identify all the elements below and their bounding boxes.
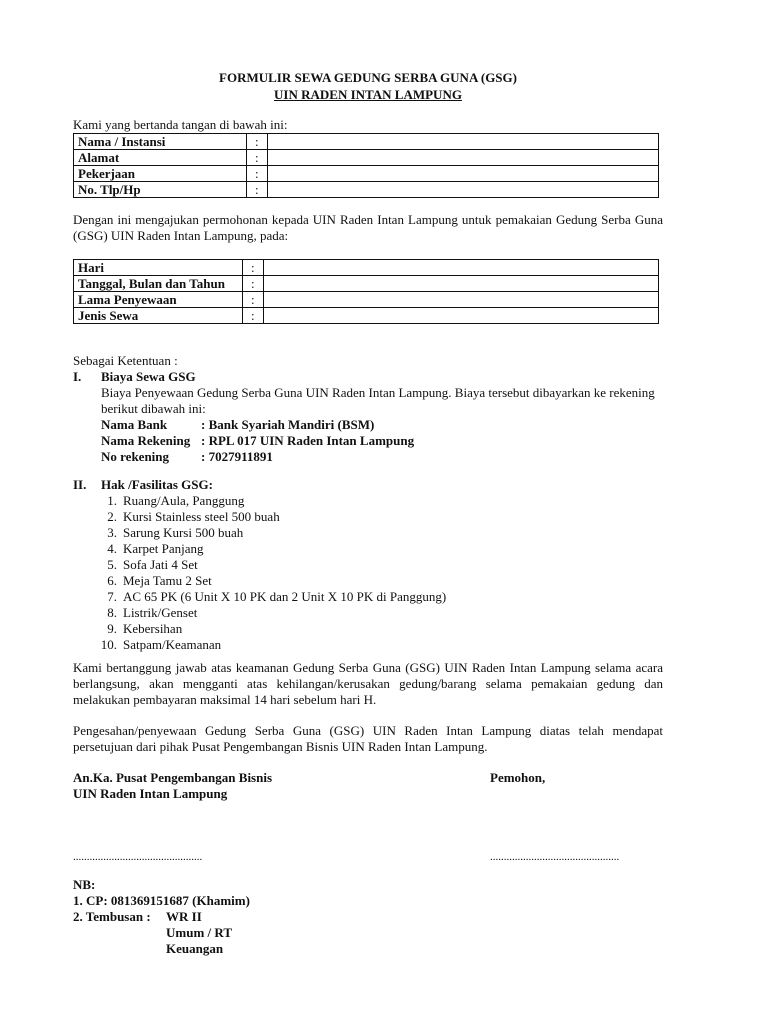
list-item: 4. Karpet Panjang: [107, 541, 204, 556]
colon: :: [247, 134, 268, 150]
schedule-label-day: Hari: [74, 260, 243, 276]
notes-cc-item: Keuangan: [166, 941, 224, 956]
list-item: 9. Kebersihan: [107, 621, 183, 636]
title-line-2: UIN RADEN INTAN LAMPUNG: [274, 87, 462, 102]
list-item: 1. Ruang/Aula, Panggung: [107, 493, 245, 508]
applicant-table: [73, 133, 659, 198]
approval-text: Pengesahan/penyewaan Gedung Serba Guna (GSG) UIN Raden Intan Lampung diatas telah mendapat persetujuan dari pihak Pusat Pengembangan Bisnis UIN Raden Intan Lampung.: [73, 723, 663, 754]
table-row: [74, 276, 659, 292]
bank-row: [101, 433, 663, 449]
section-facilities: [73, 477, 663, 653]
schedule-value-type[interactable]: [264, 308, 659, 324]
table-row: [74, 182, 659, 198]
signature-line-right: ...............................................: [490, 851, 620, 863]
notes-contact: 1. CP: 081369151687 (Khamim): [73, 893, 250, 908]
table-row: [74, 292, 659, 308]
applicant-value-name[interactable]: [268, 134, 659, 150]
notes-block: [73, 877, 393, 957]
colon: :: [247, 182, 268, 198]
notes-title: NB:: [73, 877, 96, 892]
bank-key: Nama Rekening: [101, 433, 191, 448]
schedule-value-duration[interactable]: [264, 292, 659, 308]
notes-cc-item: Umum / RT: [166, 925, 232, 940]
responsibility-text: Kami bertanggung jawab atas keamanan Gedung Serba Guna (GSG) UIN Raden Intan Lampung selama acara berlangsung, akan mengganti atas kehilangan/kerusakan gedung/barang selama pemakaian gedung dan melakukan pembayaran maksimal 14 hari sebelum hari H.: [73, 660, 663, 707]
section-fee-heading: [73, 369, 663, 385]
notes-cc-row: [73, 909, 393, 925]
section-fee: [73, 369, 663, 465]
notes-cc-row: [73, 941, 393, 957]
intro-text: Kami yang bertanda tangan di bawah ini:: [73, 117, 288, 132]
section-title: Biaya Sewa GSG: [101, 369, 196, 384]
list-item: 5. Sofa Jati 4 Set: [107, 557, 198, 572]
list-item: 2. Kursi Stainless steel 500 buah: [107, 509, 280, 524]
schedule-label-date: Tanggal, Bulan dan Tahun: [74, 276, 243, 292]
schedule-label-type: Jenis Sewa: [74, 308, 243, 324]
bank-row: [101, 449, 663, 465]
applicant-value-phone[interactable]: [268, 182, 659, 198]
signature-right: Pemohon,: [490, 770, 546, 785]
signature-left: [73, 770, 272, 802]
table-row: [74, 166, 659, 182]
signature-left-line-2: UIN Raden Intan Lampung: [73, 786, 228, 801]
list-item: 7. AC 65 PK (6 Unit X 10 PK dan 2 Unit X 10 PK di Panggung): [107, 589, 447, 604]
facility-list: [73, 493, 663, 653]
applicant-label-name: Nama / Instansi: [74, 134, 247, 150]
bank-value: : RPL 017 UIN Raden Intan Lampung: [201, 433, 415, 448]
table-row: [74, 308, 659, 324]
bank-value: : 7027911891: [201, 449, 273, 464]
document-title: [73, 69, 663, 103]
signature-left-line-1: An.Ka. Pusat Pengembangan Bisnis: [73, 770, 273, 785]
notes-cc-item: WR II: [166, 909, 202, 924]
colon: :: [243, 276, 264, 292]
section-fee-text: Biaya Penyewaan Gedung Serba Guna UIN Raden Intan Lampung. Biaya tersebut dibayarkan ke rekening berikut dibawah ini:: [101, 385, 655, 416]
colon: :: [247, 150, 268, 166]
schedule-table: [73, 259, 659, 324]
request-text: Dengan ini mengajukan permohonan kepada UIN Raden Intan Lampung untuk pemakaian Gedung Serba Guna (GSG) UIN Raden Intan Lampung, pada:: [73, 212, 663, 243]
table-row: [74, 150, 659, 166]
section-number: I.: [73, 369, 82, 384]
bank-key: No rekening: [101, 449, 170, 464]
title-line-1: FORMULIR SEWA GEDUNG SERBA GUNA (GSG): [219, 70, 517, 85]
schedule-value-date[interactable]: [264, 276, 659, 292]
terms-heading: Sebagai Ketentuan :: [73, 353, 178, 368]
schedule-value-day[interactable]: [264, 260, 659, 276]
bank-key: Nama Bank: [101, 417, 168, 432]
section-facilities-heading: [73, 477, 663, 493]
list-item: 8. Listrik/Genset: [107, 605, 198, 620]
colon: :: [243, 260, 264, 276]
applicant-label-job: Pekerjaan: [74, 166, 247, 182]
table-row: [74, 260, 659, 276]
applicant-label-address: Alamat: [74, 150, 247, 166]
applicant-value-address[interactable]: [268, 150, 659, 166]
colon: :: [247, 166, 268, 182]
applicant-value-job[interactable]: [268, 166, 659, 182]
section-number: II.: [73, 477, 87, 492]
bank-row: [101, 417, 663, 433]
list-item: 3. Sarung Kursi 500 buah: [107, 525, 244, 540]
section-title: Hak /Fasilitas GSG:: [101, 477, 213, 492]
notes-cc-row: [73, 925, 393, 941]
signature-line-left: ...............................................: [73, 851, 203, 863]
applicant-label-phone: No. Tlp/Hp: [74, 182, 247, 198]
bank-details: [73, 417, 663, 465]
colon: :: [243, 308, 264, 324]
list-item: 6. Meja Tamu 2 Set: [107, 573, 212, 588]
colon: :: [243, 292, 264, 308]
list-item: 10. Satpam/Keamanan: [100, 637, 222, 652]
bank-value: : Bank Syariah Mandiri (BSM): [201, 417, 375, 432]
table-row: [74, 134, 659, 150]
schedule-label-duration: Lama Penyewaan: [74, 292, 243, 308]
notes-cc-label: 2. Tembusan :: [73, 909, 151, 924]
